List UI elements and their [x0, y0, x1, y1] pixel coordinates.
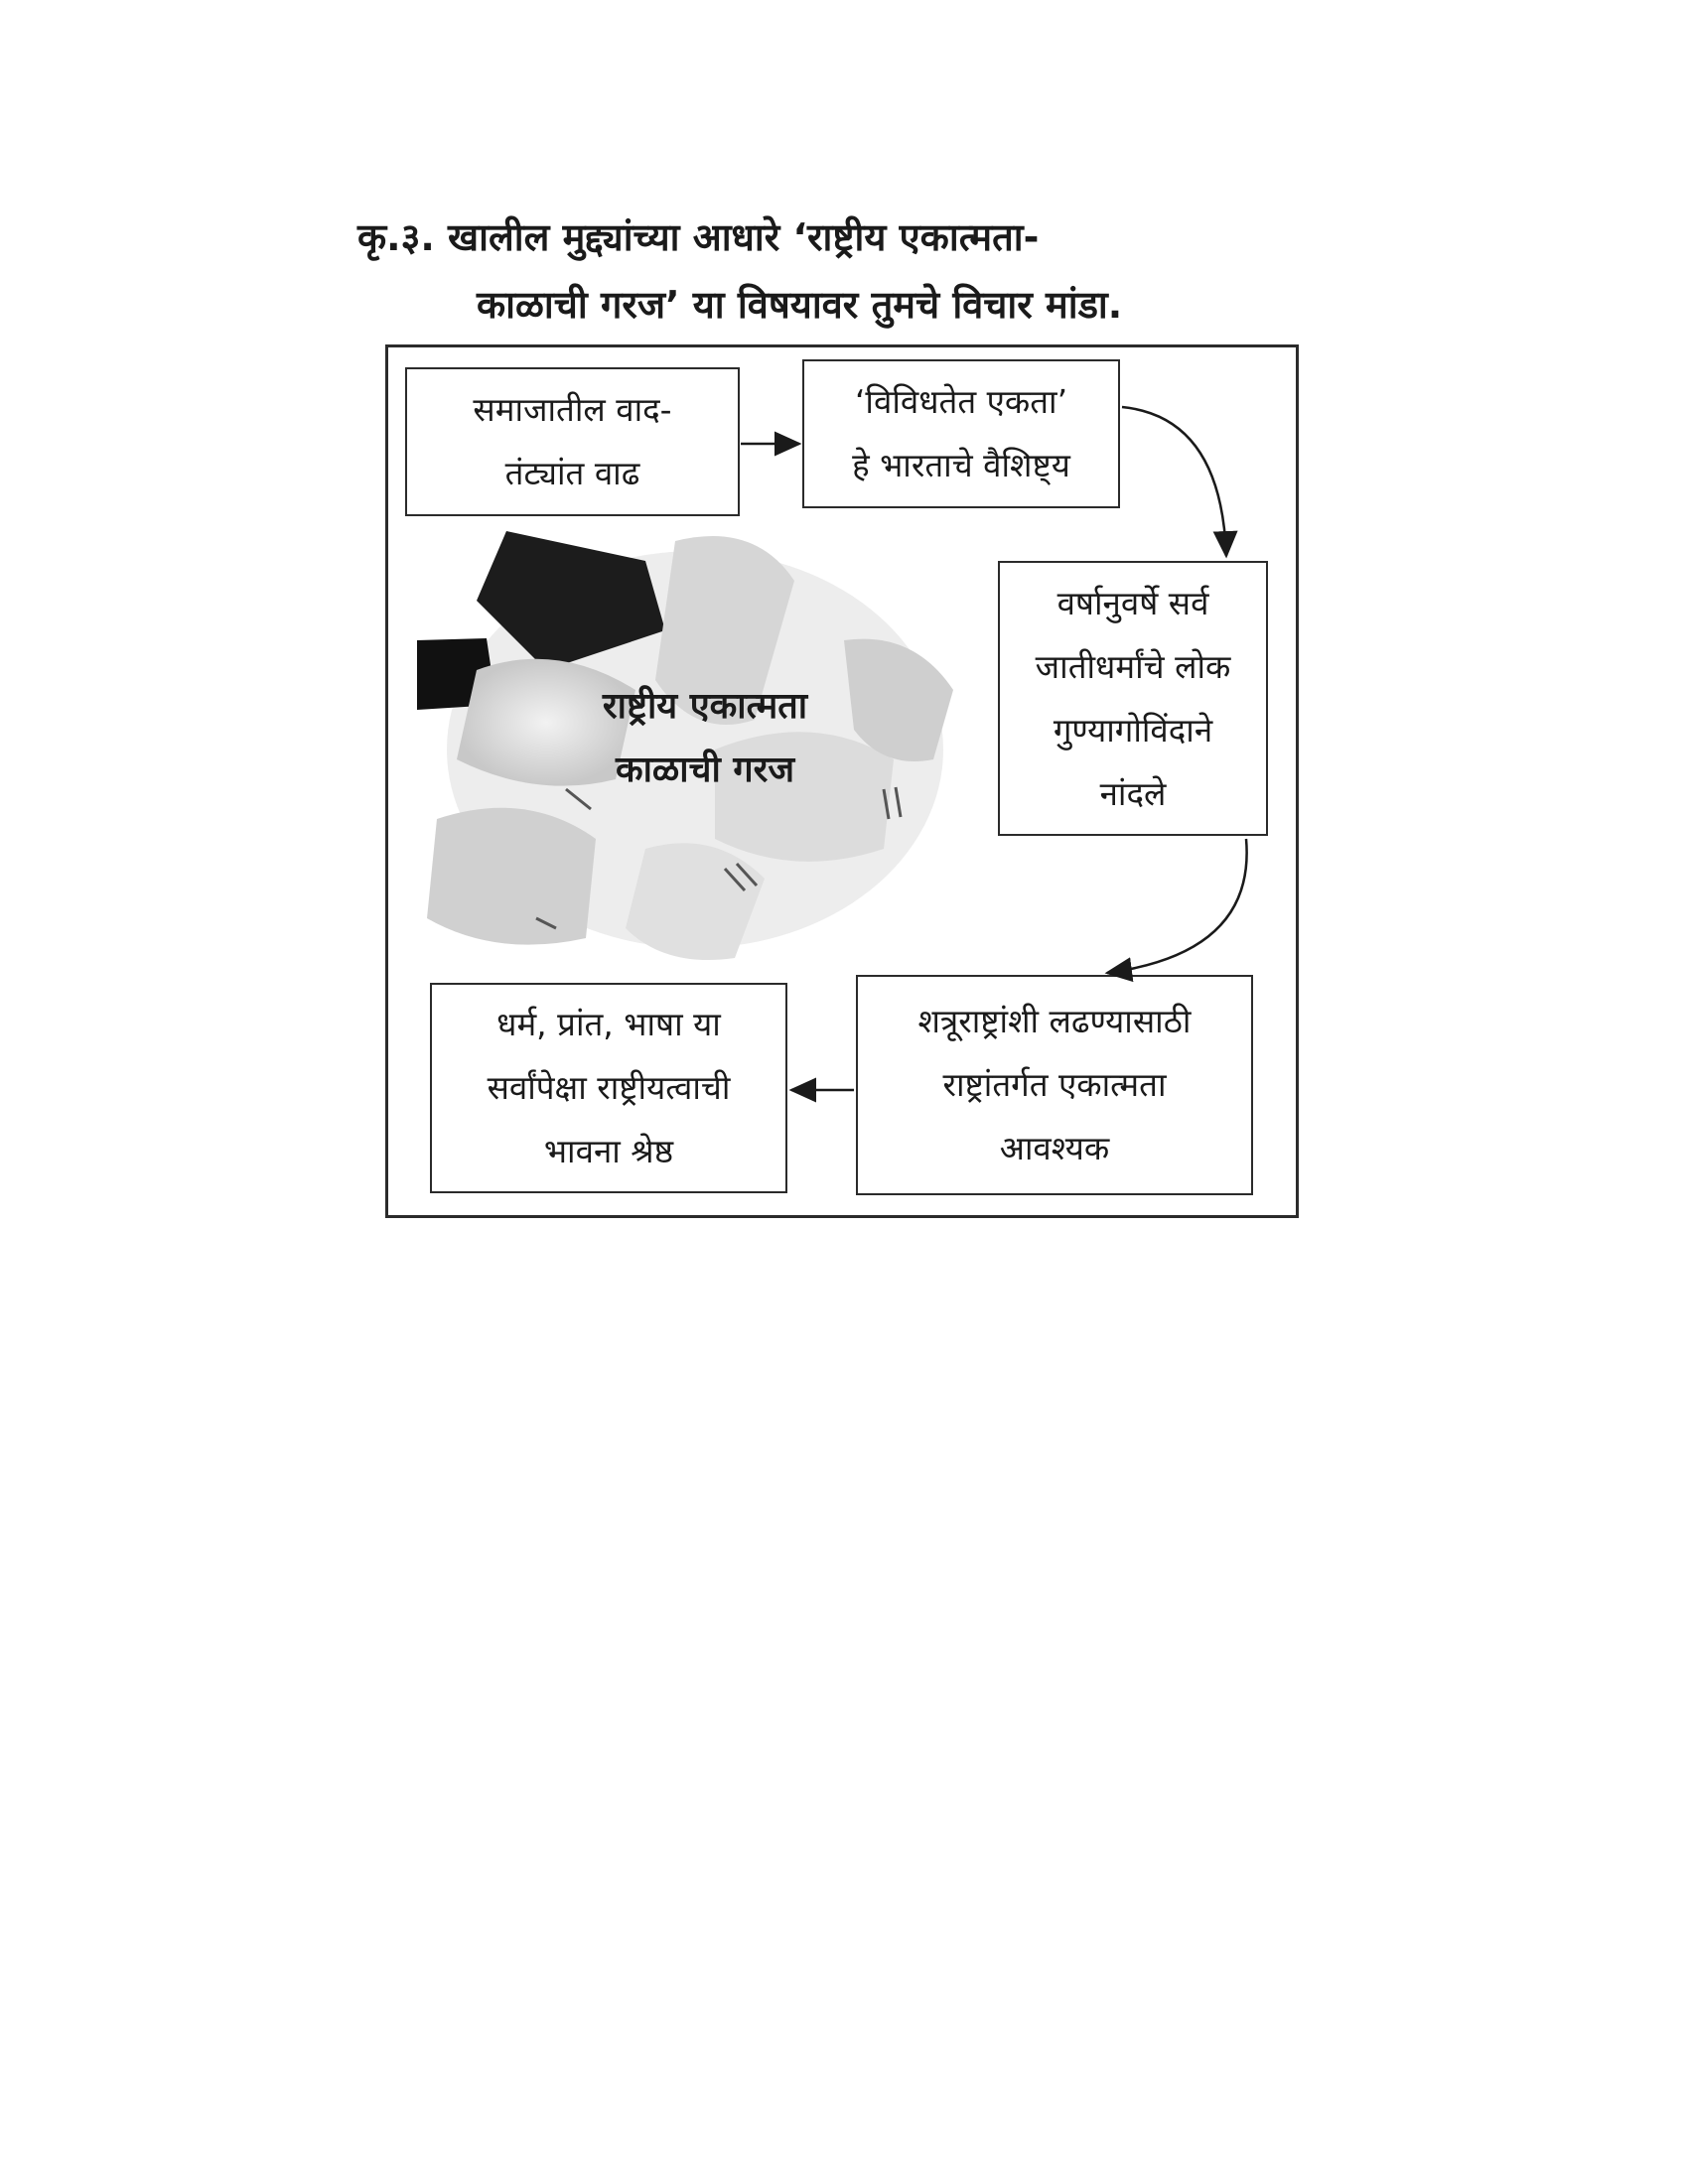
- point-box-harmony: [998, 561, 1268, 836]
- point-box-unity-line-2: हे भारताचे वैशिष्ट्य: [852, 446, 1070, 484]
- point-box-nationalism-line-3: भावना श्रेष्ठ: [543, 1132, 674, 1170]
- center-title-line-1: राष्ट्रीय एकात्मता: [602, 686, 808, 727]
- point-box-unity-line-1: ‘विविधतेत एकता’: [854, 382, 1068, 421]
- question-line-1: [357, 204, 1271, 271]
- point-box-disputes-line-1: समाजातील वाद-: [473, 390, 672, 429]
- center-title-line-2: काळाची गरज: [615, 750, 795, 790]
- question-line-2: काळाची गरज’ या विषयावर तुमचे विचार मांडा.: [477, 283, 1123, 327]
- question-heading: [357, 204, 1271, 339]
- point-box-harmony-line-4: नांदले: [1099, 773, 1167, 813]
- question-line-1-text: कृ.३. खालील मुद्द्यांच्या आधारे ‘राष्ट्रीय एकात्मता-: [357, 215, 1040, 259]
- point-box-enemy-line-1: शत्रूराष्ट्रांशी लढण्यासाठी: [917, 1002, 1192, 1040]
- point-box-enemy-line-2: राष्ट्रांतर्गत एकात्मता: [942, 1065, 1167, 1104]
- point-box-disputes: [405, 367, 740, 516]
- point-box-enemy-nations: [856, 975, 1253, 1195]
- point-box-nationalism-line-1: धर्म, प्रांत, भाषा या: [496, 1005, 721, 1043]
- diagram-center-title: [536, 675, 874, 802]
- point-box-nationalism: [430, 983, 787, 1193]
- point-box-harmony-line-2: जातीधर्मांचे लोक: [1035, 646, 1231, 686]
- point-box-nationalism-line-2: सर्वांपेक्षा राष्ट्रीयत्वाची: [487, 1068, 731, 1107]
- point-box-harmony-line-1: वर्षानुवर्षे सर्व: [1056, 583, 1209, 622]
- light-hand-shape-4: [427, 808, 596, 945]
- point-box-disputes-line-2: तंट्यांत वाढ: [504, 454, 640, 492]
- point-box-enemy-line-3: आवश्यक: [999, 1129, 1110, 1167]
- point-box-unity-in-diversity: [802, 359, 1120, 508]
- point-box-harmony-line-3: गुण्यागोविंदाने: [1053, 710, 1213, 750]
